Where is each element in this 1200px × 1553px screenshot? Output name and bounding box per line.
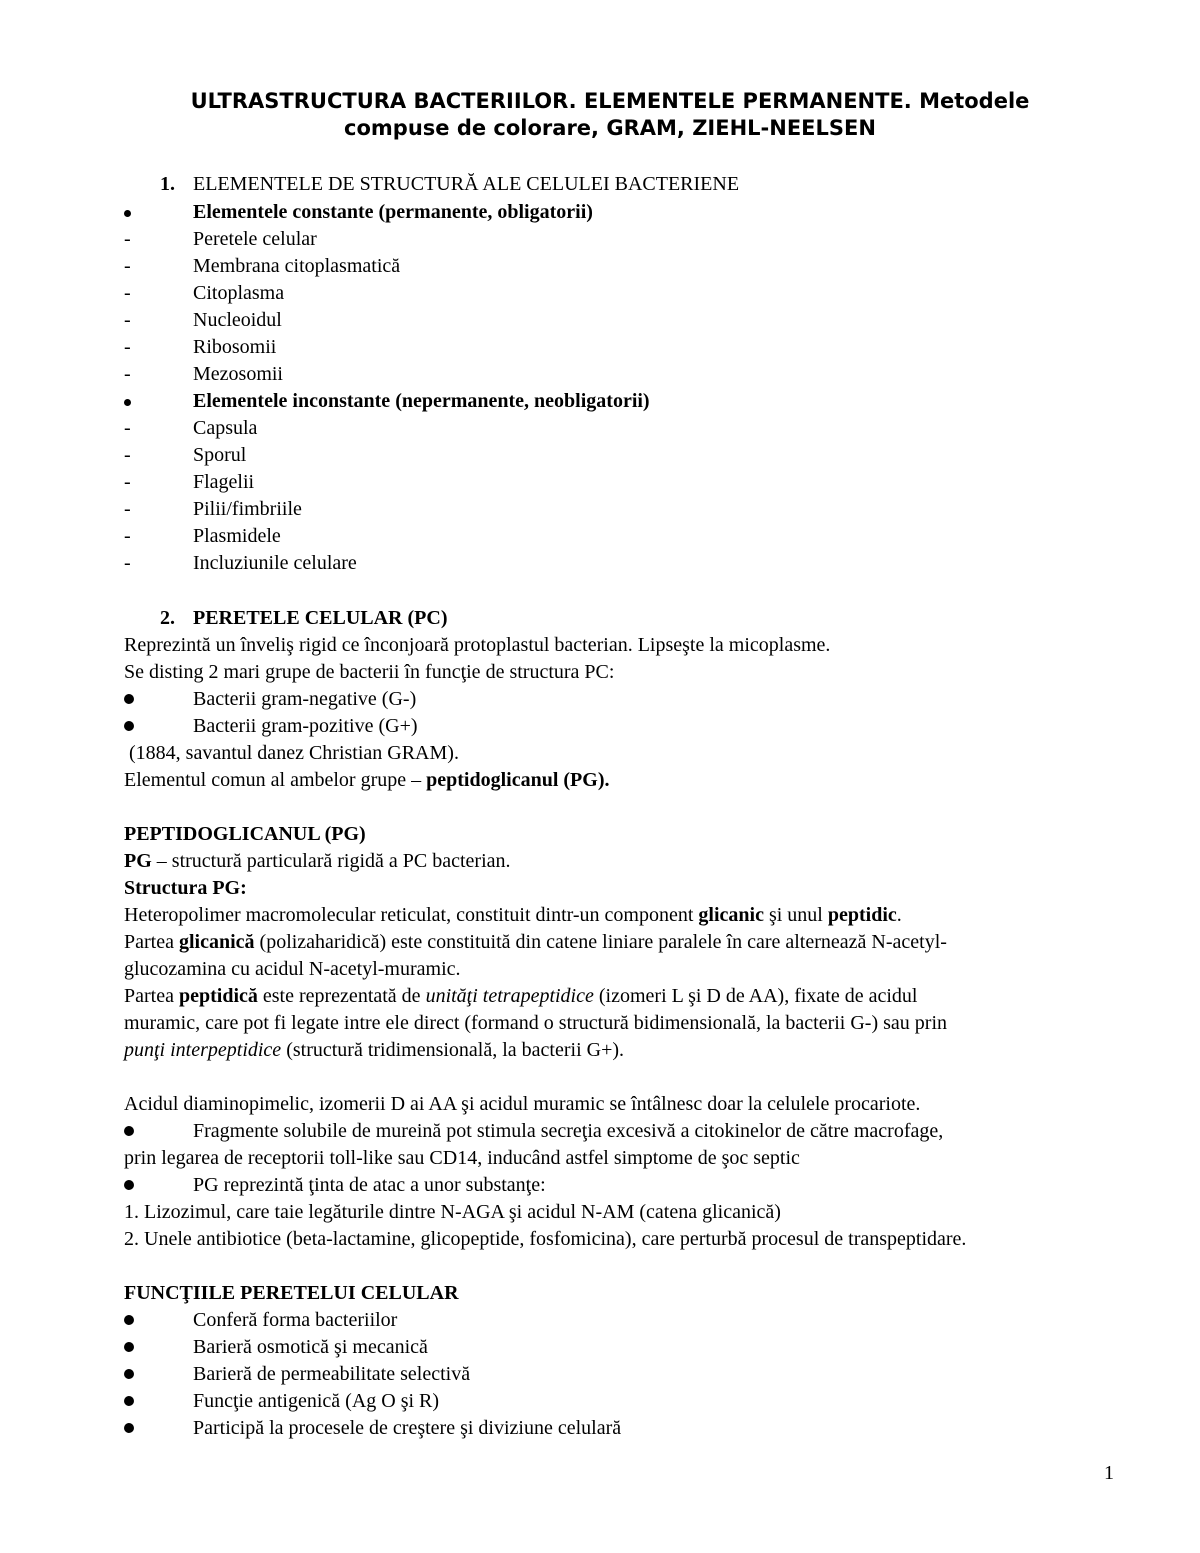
title-line-1: ULTRASTRUCTURA BACTERIILOR. ELEMENTELE PERMANENTE. Metodele [190, 89, 1030, 113]
text-run: (structură tridimensională, la bacterii G+). [281, 1039, 625, 1061]
text-run: – structură particulară rigidă a PC bacterian. [151, 850, 511, 872]
list-item-text: Ribosomii [193, 336, 277, 358]
list-item-text: Mezosomii [193, 363, 283, 385]
dash-icon: - [124, 228, 131, 250]
dash-icon: - [124, 417, 131, 439]
bullet-text: Bacterii gram-negative (G-) [193, 688, 417, 710]
bullet-icon [124, 1334, 164, 1361]
paragraph [124, 1037, 624, 1064]
dash-icon: - [124, 498, 131, 520]
list-item-text: Citoplasma [193, 282, 285, 304]
bullet-icon [124, 199, 164, 226]
paragraph: glucozamina cu acidul N-acetyl-muramic. [124, 958, 461, 980]
functions-heading: FUNCŢIILE PERETELUI CELULAR [124, 1282, 459, 1304]
bullet-text: Fragmente solubile de mureină pot stimula secreţia excesivă a citokinelor de către macrofage, [193, 1120, 944, 1142]
dash-icon: - [124, 444, 131, 466]
pg-heading: PEPTIDOGLICANUL (PG) [124, 823, 366, 845]
paragraph: muramic, care pot fi legate intre ele direct (formand o structură bidimensională, la bacterii G-) sau prin [124, 1012, 947, 1034]
bullet-text: Participă la procesele de creştere şi diviziune celulară [193, 1417, 622, 1439]
text-run-bold: peptidic [827, 904, 897, 926]
document-title [100, 88, 1120, 142]
dash-icon: - [124, 336, 131, 358]
dash-icon: - [124, 471, 131, 493]
list-item-text: Plasmidele [193, 525, 281, 547]
section-1-heading: ELEMENTELE DE STRUCTURĂ ALE CELULEI BACTERIENE [193, 173, 740, 195]
bullet-text: Barieră de permeabilitate selectivă [193, 1363, 471, 1385]
dash-icon: - [124, 525, 131, 547]
list-item-text: Incluziunile celulare [193, 552, 357, 574]
paragraph [124, 848, 511, 875]
section-1-number: 1. [160, 173, 175, 195]
text-run: este reprezentată de [257, 985, 426, 1007]
dash-icon: - [124, 552, 131, 574]
bullet-icon [124, 1172, 164, 1199]
list-item-text: Pilii/fimbriile [193, 498, 302, 520]
dash-icon: - [124, 309, 131, 331]
bullet-icon [124, 713, 164, 740]
numbered-item: 1. Lizozimul, care taie legăturile dintre N-AGA şi acidul N-AM (catena glicanică) [124, 1201, 781, 1223]
text-run-bold: PG [124, 850, 152, 872]
paragraph: (1884, savantul danez Christian GRAM). [124, 742, 459, 764]
section-2-heading: PERETELE CELULAR (PC) [193, 607, 448, 629]
text-run-italic: punţi interpeptidice [124, 1039, 282, 1061]
paragraph [124, 929, 947, 956]
text-run: . [896, 904, 902, 926]
text-run: Elementul comun al ambelor grupe – [124, 769, 427, 791]
paragraph: prin legarea de receptorii toll-like sau CD14, inducând astfel simptome de şoc septic [124, 1147, 800, 1169]
list-item-text: Capsula [193, 417, 258, 439]
text-run: (polizaharidică) este constituită din catene liniare paralele în care alternează N-acetyl- [254, 931, 947, 953]
dash-icon: - [124, 363, 131, 385]
pg-structure-heading: Structura PG: [124, 877, 247, 899]
paragraph [124, 767, 610, 794]
paragraph [124, 902, 902, 929]
text-run-bold: peptidică [178, 985, 258, 1007]
list-item-text: Nucleoidul [193, 309, 282, 331]
title-line-2: compuse de colorare, GRAM, ZIEHL-NEELSEN [344, 116, 876, 140]
text-run-bold: glicanică [178, 931, 255, 953]
text-run: Partea [124, 931, 179, 953]
bullet-text: Bacterii gram-pozitive (G+) [193, 715, 418, 737]
text-run-italic: unităţi tetrapeptidice [425, 985, 594, 1007]
bullet-icon [124, 1118, 164, 1145]
text-run-bold: glicanic [698, 904, 764, 926]
page-number: 1 [1104, 1462, 1114, 1484]
section-2-number: 2. [160, 607, 175, 629]
bullet-icon [124, 1361, 164, 1388]
bullet-icon [124, 1307, 164, 1334]
text-run: şi unul [763, 904, 828, 926]
text-run-bold: peptidoglicanul (PG). [426, 769, 610, 791]
bullet-icon [124, 1388, 164, 1415]
bullet-icon [124, 1415, 164, 1442]
numbered-item: 2. Unele antibiotice (beta-lactamine, glicopeptide, fosfomicina), care perturbă procesul de transpeptidare. [124, 1228, 967, 1250]
bullet-text: Funcţie antigenică (Ag O şi R) [193, 1390, 440, 1412]
list-item-text: Flagelii [193, 471, 255, 493]
bullet-text: Barieră osmotică şi mecanică [193, 1336, 428, 1358]
text-run: (izomeri L şi D de AA), fixate de acidul [593, 985, 918, 1007]
paragraph: Reprezintă un înveliş rigid ce înconjoară protoplastul bacterian. Lipseşte la micoplasme. [124, 634, 831, 656]
paragraph [124, 983, 917, 1010]
inconstant-heading: Elementele inconstante (nepermanente, neobligatorii) [193, 390, 650, 412]
bullet-text: PG reprezintă ţinta de atac a unor substanţe: [193, 1174, 546, 1196]
dash-icon: - [124, 255, 131, 277]
text-run: Partea [124, 985, 179, 1007]
paragraph: Se disting 2 mari grupe de bacterii în funcţie de structura PC: [124, 661, 615, 683]
dash-icon: - [124, 282, 131, 304]
list-item-text: Peretele celular [193, 228, 317, 250]
bullet-text: Conferă forma bacteriilor [193, 1309, 398, 1331]
list-item-text: Sporul [193, 444, 247, 466]
bullet-icon [124, 388, 164, 415]
constant-heading: Elementele constante (permanente, obligatorii) [193, 201, 593, 223]
paragraph: Acidul diaminopimelic, izomerii D ai AA şi acidul muramic se întâlnesc doar la celulele procariote. [124, 1093, 921, 1115]
text-run: Heteropolimer macromolecular reticulat, constituit dintr-un component [124, 904, 699, 926]
bullet-icon [124, 686, 164, 713]
list-item-text: Membrana citoplasmatică [193, 255, 401, 277]
